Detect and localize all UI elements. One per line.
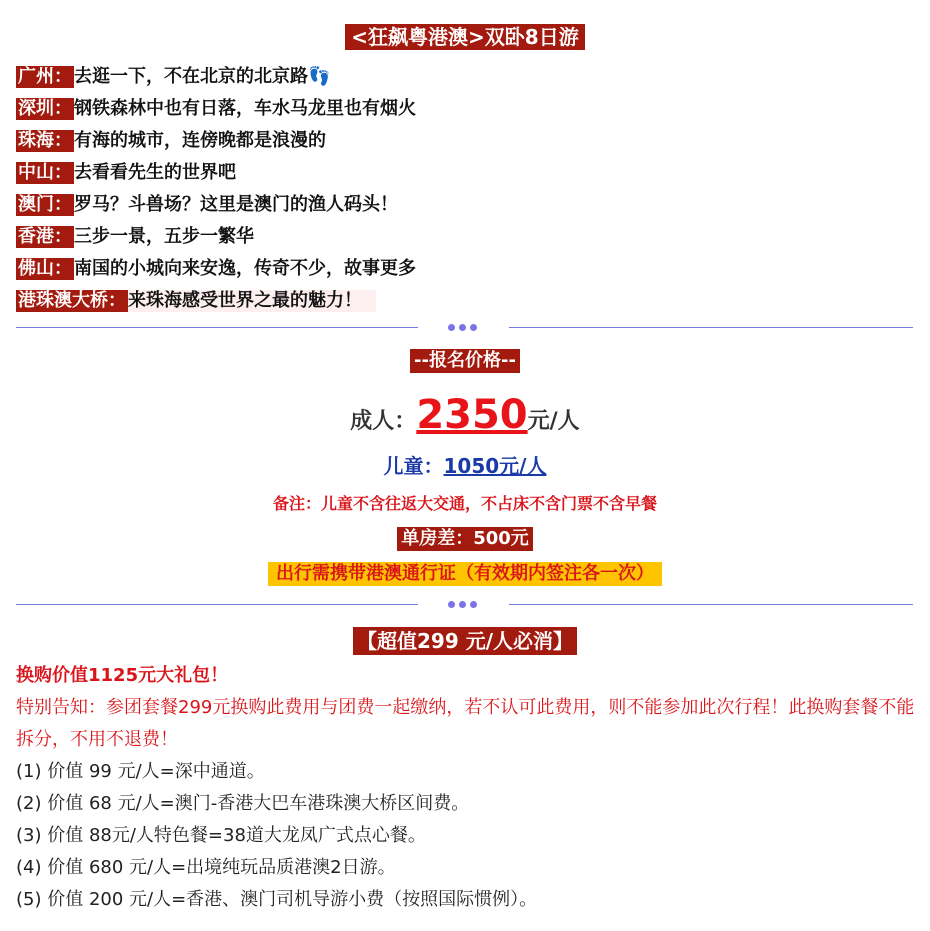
adult-price-line	[0, 390, 930, 448]
child-price-line	[0, 452, 930, 482]
note-line	[0, 492, 930, 516]
dot	[470, 324, 477, 331]
city-row-zhuhai	[16, 125, 416, 157]
child-label: 儿童：	[383, 454, 444, 478]
section-divider	[16, 321, 913, 335]
city-desc: 有海的城市，连傍晚都是浪漫的	[74, 130, 326, 151]
offer-notice: 特别告知：参团套餐299元换购此费用与团费一起缴纳，若不认可此费用，则不能参加此次行程！此换购套餐不能拆分，不用不退费！	[16, 697, 915, 750]
divider-line	[509, 604, 913, 605]
city-name: 香港：	[18, 226, 72, 247]
city-row-hongkong	[16, 221, 416, 253]
divider-line	[16, 604, 418, 605]
city-name: 中山：	[18, 162, 72, 183]
pricing-header: --报名价格--	[410, 349, 520, 373]
dot	[459, 601, 466, 608]
dot	[448, 601, 455, 608]
city-name: 深圳：	[18, 98, 72, 119]
city-name: 广州：	[18, 66, 72, 87]
dot	[470, 601, 477, 608]
dot	[459, 324, 466, 331]
city-desc: 钢铁森林中也有日落，车水马龙里也有烟火	[74, 98, 416, 119]
pricing-header-wrap	[0, 349, 930, 373]
divider-dots	[448, 601, 477, 608]
city-desc: 南国的小城向来安逸，传奇不少，故事更多	[74, 258, 416, 279]
city-row-shenzhen	[16, 93, 416, 125]
city-row-bridge	[16, 285, 416, 317]
page-title: <狂飙粤港澳>双卧8日游	[345, 24, 584, 50]
offer-item: (1) 价值 99 元/人=深中通道。	[16, 761, 265, 782]
city-row-macau	[16, 189, 416, 221]
offer-item: (3) 价值 88元/人特色餐=38道大龙凤广式点心餐。	[16, 825, 426, 846]
title-block	[0, 24, 930, 50]
offer-item: (2) 价值 68 元/人=澳门-香港大巴车港珠澳大桥区间费。	[16, 793, 470, 814]
offer-headline: 换购价值1125元大礼包！	[16, 665, 229, 686]
offer-header-wrap	[0, 627, 930, 655]
city-desc: 三步一景，五步一繁华	[74, 226, 254, 247]
offer-header: 【超值299 元/人必消】	[353, 627, 577, 655]
single-room-line	[0, 527, 930, 551]
offer-item: (5) 价值 200 元/人=香港、澳门司机导游小费（按照国际惯例）。	[16, 889, 538, 910]
city-row-zhongshan	[16, 157, 416, 189]
child-note: 备注：儿童不含往返大交通，不占床不含门票不含早餐	[272, 494, 657, 513]
adult-unit: 元/人	[527, 409, 580, 434]
city-desc: 去看看先生的世界吧	[74, 162, 236, 183]
city-list	[16, 61, 416, 317]
adult-price: 2350	[416, 392, 528, 438]
document-requirement: 出行需携带港澳通行证（有效期内签注各一次）	[268, 562, 662, 586]
offer-section	[16, 660, 916, 916]
city-desc: 来珠海感受世界之最的魅力！	[128, 290, 376, 312]
document-line	[0, 562, 930, 586]
city-desc: 罗马？斗兽场？这里是澳门的渔人码头！	[74, 194, 398, 215]
dot	[448, 324, 455, 331]
city-row-foshan	[16, 253, 416, 285]
single-room-tag: 单房差：500元	[397, 527, 533, 551]
city-name: 佛山：	[18, 258, 72, 279]
section-divider	[16, 598, 913, 612]
city-name: 澳门：	[18, 194, 72, 215]
child-price: 1050元/人	[443, 454, 547, 478]
city-name: 珠海：	[18, 130, 72, 151]
divider-dots	[448, 324, 477, 331]
city-desc: 去逛一下，不在北京的北京路👣	[74, 66, 331, 87]
divider-line	[509, 327, 913, 328]
city-name: 港珠澳大桥：	[18, 290, 126, 311]
divider-line	[16, 327, 418, 328]
offer-item: (4) 价值 680 元/人=出境纯玩品质港澳2日游。	[16, 857, 396, 878]
adult-label: 成人：	[350, 409, 417, 434]
city-row-guangzhou	[16, 61, 416, 93]
